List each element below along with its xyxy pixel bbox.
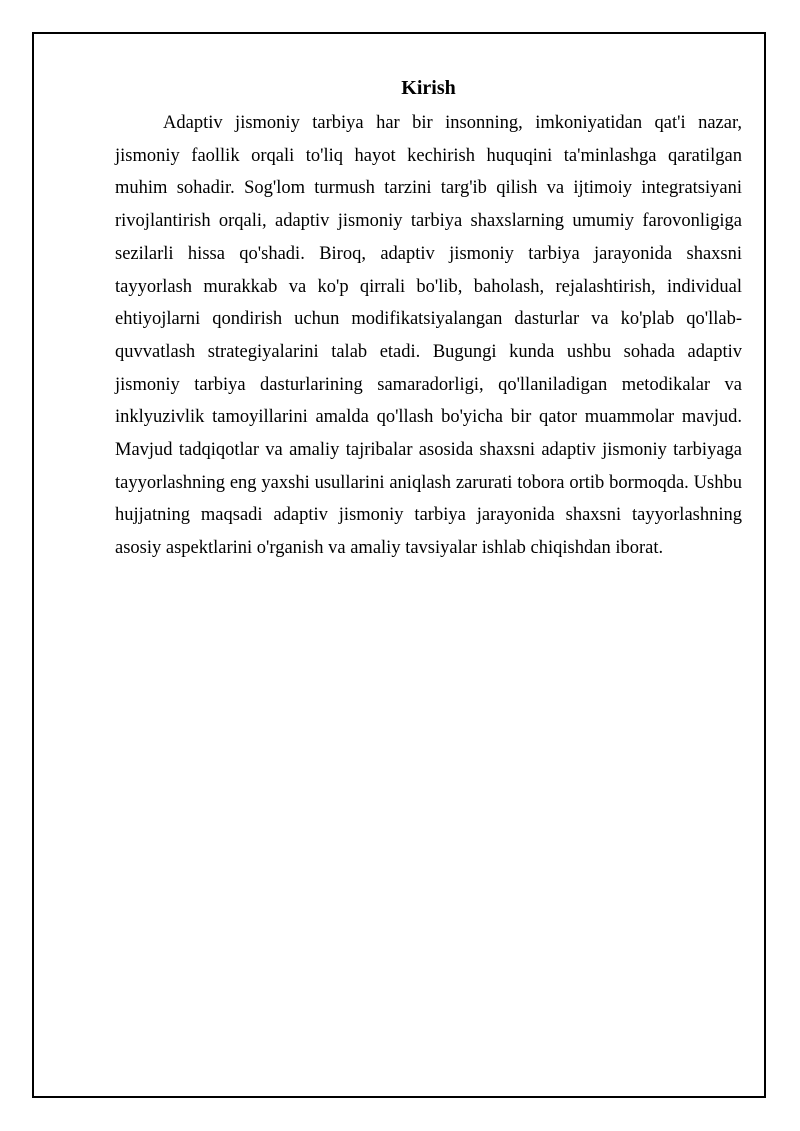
intro-paragraph: Adaptiv jismoniy tarbiya har bir insonning, imkoniyatidan qat'i nazar, jismoniy faollik orqali to'liq hayot kechirish huquqini ta'minlashga qaratilgan muhim sohadir. Sog'lom turmush tarzini targ'ib qilish va ijtimoiy integratsiyani rivojlantirish orqali, adaptiv jismoniy tarbiya shaxslarning umumiy farovonligiga sezilarli hissa qo'shadi. Biroq, adaptiv jismoniy tarbiya jarayonida shaxsni tayyorlash murakkab va ko'p qirrali bo'lib, baholash, rejalashtirish, individual ehtiyojlarni qondirish uchun modifikatsiyalangan dasturlar va ko'plab qo'llab-quvvatlash strategiyalarini talab etadi. Bugungi kunda ushbu sohada adaptiv jismoniy tarbiya dasturlarining samaradorligi, qo'llaniladigan metodikalar va inklyuzivlik tamoyillarini amalda qo'llash bo'yicha bir qator muammolar mavjud. Mavjud tadqiqotlar va amaliy tajribalar asosida shaxsni adaptiv jismoniy tarbiyaga tayyorlashning eng yaxshi usullarini aniqlash zarurati tobora ortib bormoqda. Ushbu hujjatning maqsadi adaptiv jismoniy tarbiya jarayonida shaxsni tayyorlashning asosiy aspektlarini o'rganish va amaliy tavsiyalar ishlab chiqishdan iborat. bbox=[115, 113, 742, 559]
page-title: Kirish bbox=[401, 77, 456, 99]
